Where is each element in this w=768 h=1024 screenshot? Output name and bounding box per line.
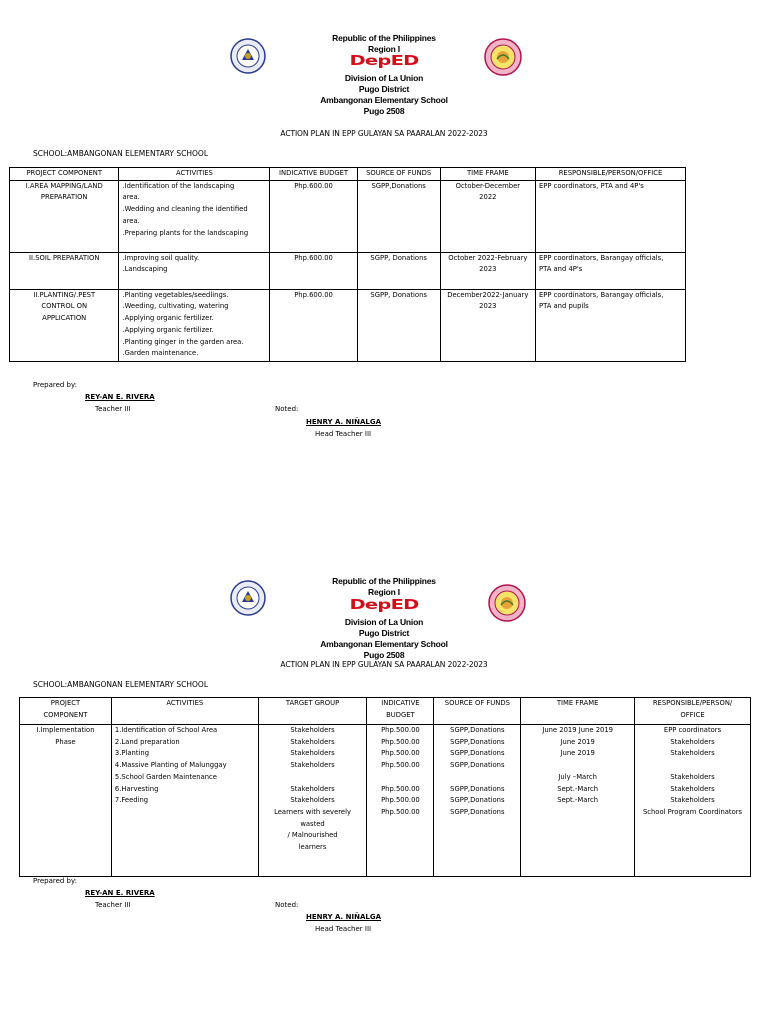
funds-cell: SGPP,Donations SGPP,Donations SGPP,Donations SGPP,Donations SGPP,Donations SGPP,Donations SGPP,Donations	[434, 725, 521, 877]
table-header-row	[10, 168, 686, 181]
table-row	[10, 252, 686, 289]
table-row	[10, 180, 686, 252]
deped-seal-icon	[230, 580, 266, 616]
activities-cell: .Improving soil quality. .Landscaping	[119, 252, 270, 289]
table-row	[20, 725, 751, 877]
column-header: ACTIVITIES	[111, 698, 258, 725]
column-header: PROJECT COMPONENT	[10, 168, 119, 181]
noted-label: Noted:	[275, 405, 299, 413]
project-component-cell: I.AREA MAPPING/LAND PREPARATION	[10, 180, 119, 252]
header-school: Ambangonan Elementary School	[320, 639, 448, 649]
school-seal-icon	[484, 38, 522, 76]
responsible-cell: EPP coordinators, Barangay officials, PTA and pupils	[535, 289, 685, 361]
activities-cell: 1.Identification of School Area 2.Land preparation 3.Planting 4.Massive Planting of Malunggay 5.School Garden Maintenance 6.Harvesting 7.Feeding	[111, 725, 258, 877]
action-plan-table	[19, 697, 751, 877]
funds-cell: SGPP, Donations	[357, 252, 440, 289]
prepared-by-label: Prepared by:	[33, 877, 77, 885]
funds-cell: SGPP,Donations	[357, 180, 440, 252]
table-row	[10, 289, 686, 361]
prepared-by-title: Teacher III	[95, 901, 131, 909]
header-district: Pugo District	[358, 84, 410, 94]
budget-cell: Php.600.00	[270, 252, 357, 289]
header-division: Division of La Union	[344, 617, 424, 627]
school-seal-icon	[488, 584, 526, 622]
school-label: SCHOOL:AMBANGONAN ELEMENTARY SCHOOL	[33, 149, 209, 158]
column-header: RESPONSIBLE/PERSON/ OFFICE	[635, 698, 751, 725]
header-republic: Republic of the Philippines	[332, 33, 436, 43]
column-header: ACTIVITIES	[119, 168, 270, 181]
header-region: Region I	[368, 44, 400, 54]
noted-name: HENRY A. NIÑALGA	[306, 913, 382, 921]
funds-cell: SGPP, Donations	[357, 289, 440, 361]
project-component-cell: II.SOIL PREPARATION	[10, 252, 119, 289]
budget-cell: Php.500.00 Php.500.00 Php.500.00 Php.500.00 Php.500.00 Php.500.00 Php.500.00	[367, 725, 434, 877]
noted-label: Noted:	[275, 901, 299, 909]
action-plan-table	[9, 167, 686, 362]
prepared-by-name: REY-AN E. RIVERA	[85, 889, 155, 897]
header-region: Region I	[368, 587, 400, 597]
header-zip: Pugo 2508	[363, 650, 405, 660]
header-republic: Republic of the Philippines	[332, 576, 436, 586]
noted-title: Head Teacher III	[315, 925, 372, 933]
column-header: PROJECT COMPONENT	[20, 698, 112, 725]
prepared-by-label: Prepared by:	[33, 381, 77, 389]
budget-cell: Php.600.00	[270, 289, 357, 361]
target-group-cell: Stakeholders Stakeholders Stakeholders Stakeholders Stakeholders Stakeholders Learners with severely wasted / Malnourished learners	[258, 725, 367, 877]
time-frame-cell: October 2022-February 2023	[440, 252, 535, 289]
column-header: SOURCE OF FUNDS	[434, 698, 521, 725]
header-zip: Pugo 2508	[363, 106, 405, 116]
budget-cell: Php.600.00	[270, 180, 357, 252]
time-frame-cell: December2022-January 2023	[440, 289, 535, 361]
table-header-row	[20, 698, 751, 725]
noted-title: Head Teacher III	[315, 430, 372, 438]
header-school: Ambangonan Elementary School	[320, 95, 448, 105]
prepared-by-title: Teacher III	[95, 405, 131, 413]
column-header: RESPONSIBLE/PERSON/OFFICE	[535, 168, 685, 181]
deped-seal-icon	[230, 38, 266, 74]
school-label: SCHOOL:AMBANGONAN ELEMENTARY SCHOOL	[33, 680, 209, 689]
responsible-cell: EPP coordinators, PTA and 4P's	[535, 180, 685, 252]
prepared-by-name: REY-AN E. RIVERA	[85, 393, 155, 401]
project-component-cell: I.Implementation Phase	[20, 725, 112, 877]
deped-logo: DepED	[349, 54, 419, 69]
header-district: Pugo District	[358, 628, 410, 638]
activities-cell: .Planting vegetables/seedlings. .Weeding, cultivating, watering .Applying organic fertilizer. .Applying organic fertilizer. .Planting ginger in the garden area. .Garden maintenance.	[119, 289, 270, 361]
column-header: TIME FRAME	[440, 168, 535, 181]
project-component-cell: II.PLANTING/.PEST CONTROL ON APPLICATION	[10, 289, 119, 361]
responsible-cell: EPP coordinators, Barangay officials, PTA and 4P's	[535, 252, 685, 289]
column-header: INDICATIVE BUDGET	[270, 168, 357, 181]
header-division: Division of La Union	[344, 73, 424, 83]
responsible-cell: EPP coordinators Stakeholders Stakeholders Stakeholders Stakeholders Stakeholders School Program Coordinators	[635, 725, 751, 877]
time-frame-cell: October-December 2022	[440, 180, 535, 252]
deped-logo: DepED	[349, 598, 419, 613]
noted-name: HENRY A. NIÑALGA	[306, 418, 382, 426]
plan-title: ACTION PLAN IN EPP GULAYAN SA PAARALAN 2022-2023	[280, 660, 488, 669]
plan-title: ACTION PLAN IN EPP GULAYAN SA PAARALAN 2022-2023	[280, 129, 488, 138]
column-header: INDICATIVE BUDGET	[367, 698, 434, 725]
time-frame-cell: June 2019 June 2019 June 2019 June 2019 July –March Sept.-March Sept.-March	[521, 725, 635, 877]
column-header: SOURCE OF FUNDS	[357, 168, 440, 181]
activities-cell: .Identification of the landscaping area. .Wedding and cleaning the identified area. .Preparing plants for the landscaping	[119, 180, 270, 252]
column-header: TARGET GROUP	[258, 698, 367, 725]
column-header: TIME FRAME	[521, 698, 635, 725]
